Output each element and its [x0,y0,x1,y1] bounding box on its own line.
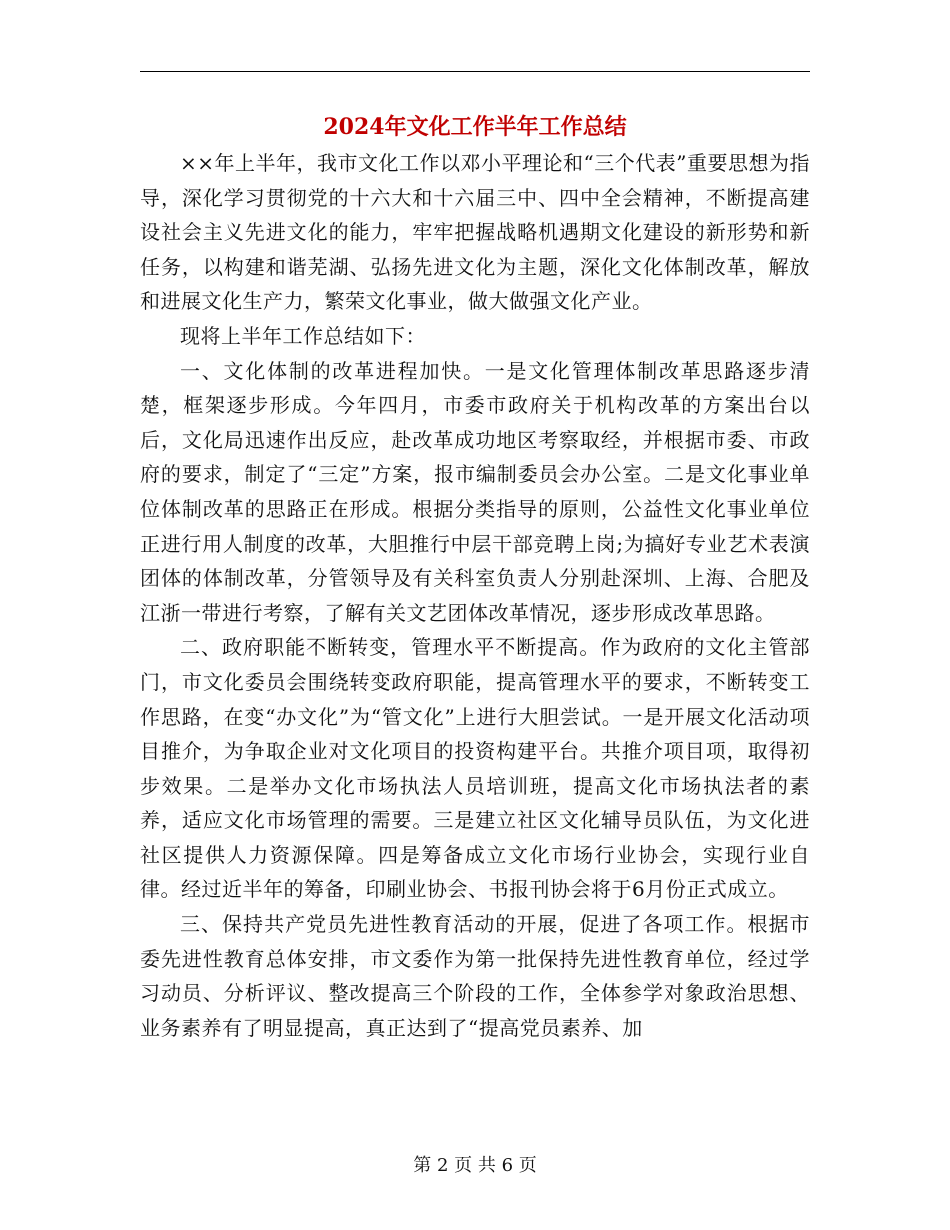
document-body [140,146,810,1045]
header-rule [140,71,810,72]
paragraph-section-2: 二、政府职能不断转变，管理水平不断提高。作为政府的文化主管部门，市文化委员会围绕转变政府职能，提高管理水平的要求，不断转变工作思路，在变“办文化”为“管文化”上进行大胆尝试。一是开展文化活动项目推介，为争取企业对文化项目的投资构建平台。共推介项目项，取得初步效果。二是举办文化市场执法人员培训班，提高文化市场执法者的素养，适应文化市场管理的需要。三是建立社区文化辅导员队伍，为文化进社区提供人力资源保障。四是筹备成立文化市场行业协会，实现行业自律。经过近半年的筹备，印刷业协会、书报刊协会将于6月份正式成立。 [140,635,810,902]
paragraph-section-3: 三、保持共产党员先进性教育活动的开展，促进了各项工作。根据市委先进性教育总体安排，市文委作为第一批保持先进性教育单位，经过学习动员、分析评议、整改提高三个阶段的工作，全体参学对象政治思想、业务素养有了明显提高，真正达到了“提高党员素养、加 [140,912,810,1040]
document-title: 2024年文化工作半年工作总结 [323,114,627,140]
paragraph-section-1: 一、文化体制的改革进程加快。一是文化管理体制改革思路逐步清楚，框架逐步形成。今年四月，市委市政府关于机构改革的方案出台以后，文化局迅速作出反应，赴改革成功地区考察取经，并根据市委、市政府的要求，制定了“三定”方案，报市编制委员会办公室。二是文化事业单位体制改革的思路正在形成。根据分类指导的原则，公益性文化事业单位正进行用人制度的改革，大胆推行中层干部竞聘上岗;为搞好专业艺术表演团体的体制改革，分管领导及有关科室负责人分别赴深圳、上海、合肥及江浙一带进行考察，了解有关文艺团体改革情况，逐步形成改革思路。 [140,358,810,625]
page-number-footer: 第 2 页 共 6 页 [413,1155,537,1176]
paragraph-summary-lead: 现将上半年工作总结如下： [180,323,426,348]
paragraph-intro: ××年上半年，我市文化工作以邓小平理论和“三个代表”重要思想为指导，深化学习贯彻党的十六大和十六届三中、四中全会精神，不断提高建设社会主义先进文化的能力，牢牢把握战略机遇期文化建设的新形势和新任务，以构建和谐芜湖、弘扬先进文化为主题，深化文化体制改革，解放和进展文化生产力，繁荣文化事业，做大做强文化产业。 [140,151,810,314]
